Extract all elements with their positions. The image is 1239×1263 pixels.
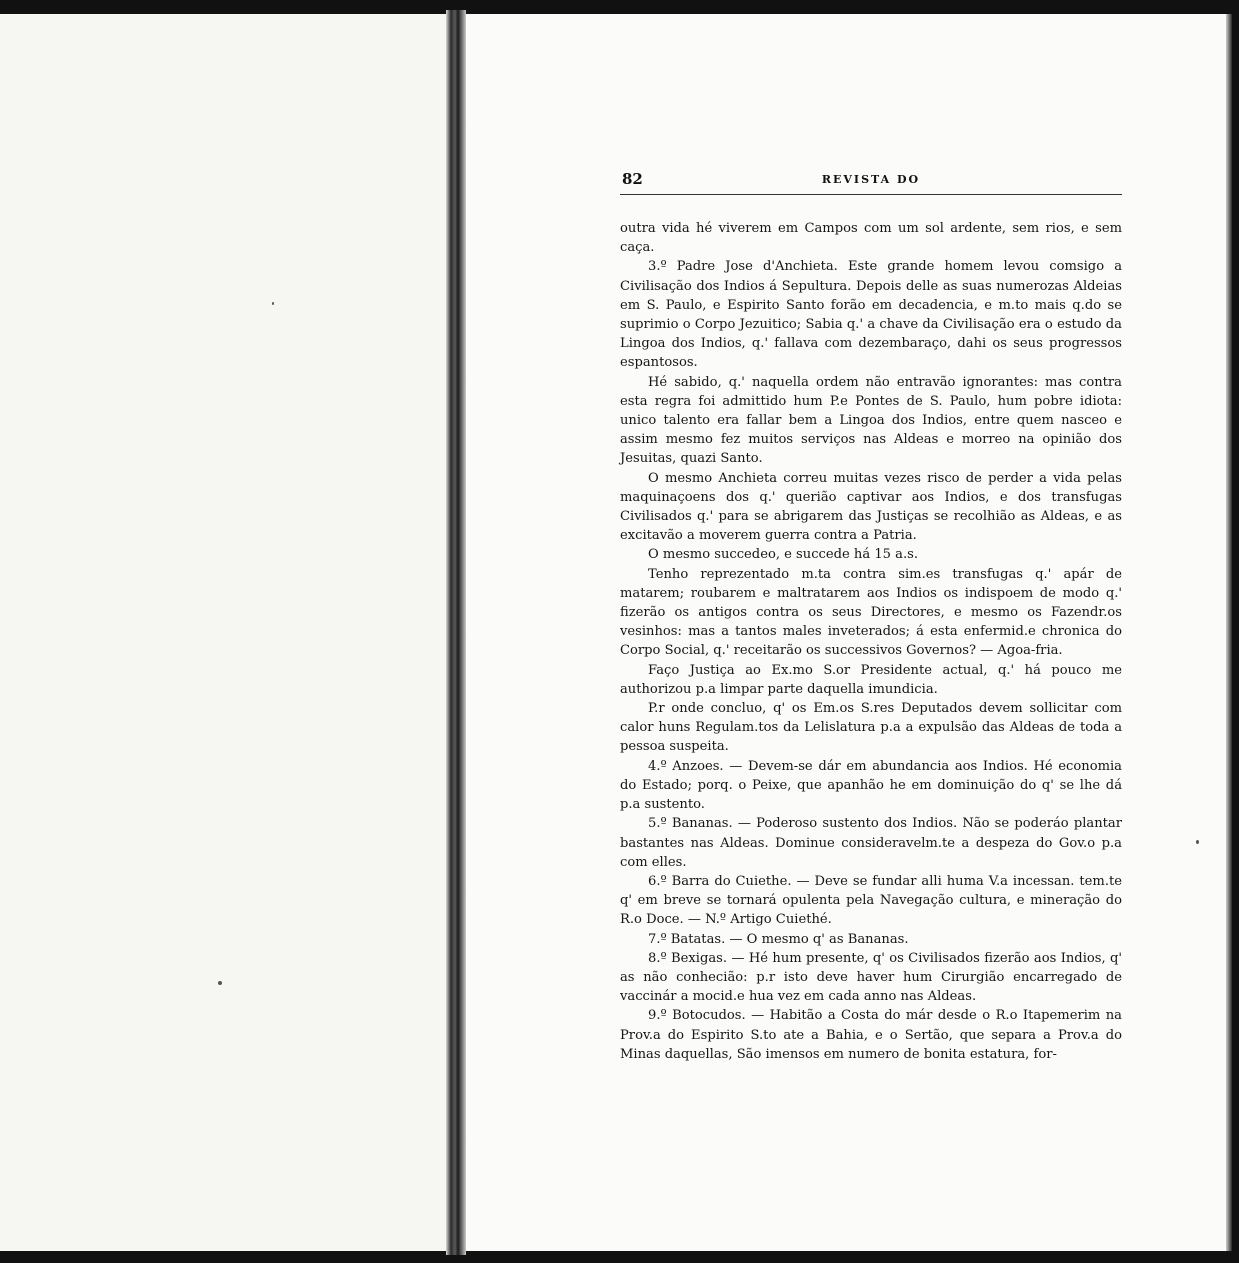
paragraph: Tenho reprezentado m.ta contra sim.es transfugas q.' apár de matarem; roubarem e maltratarem aos Indios os indispoem de modo q.' fizerão os antigos contra os seus Directores, e mesmo os Fazendr.os vesinhos: mas a tantos males inveterados; á esta enfermid.e chronica do Corpo Social, q.' receitarão os successivos Governos? — Agoa-fria. — [620, 566, 1122, 659]
paragraph: Hé sabido, q.' naquella ordem não entravão ignorantes: mas contra esta regra foi admittido hum P.e Pontes de S. Paulo, hum pobre idiota: unico talento era fallar bem a Lingoa dos Indios, entre quem nasceo e assim mesmo fez muitos serviços nas Aldeas e morreo na opinião dos Jesuitas, quazi Santo. — [620, 374, 1122, 467]
paragraph: outra vida hé viverem em Campos com um sol ardente, sem rios, e sem caça. — [620, 221, 1122, 256]
page-number: 82 — [622, 170, 643, 188]
page-edge — [1226, 14, 1232, 1251]
paragraph: 7.º Batatas. — O mesmo q' as Bananas. — [648, 931, 909, 947]
paragraph: 4.º Anzoes. — Devem-se dár em abundancia aos Indios. Hé economia do Estado; porq. o Peixe, que apanhão he em dominuição do q' se lhe dá p.a sustento. — [620, 758, 1122, 813]
paragraph: 3.º Padre Jose d'Anchieta. Este grande homem levou comsigo a Civilisação dos Indios á Sepultura. Depois delle as suas numerozas Aldeias em S. Paulo, e Espirito Santo forão em decadencia, e m.to mais q.do se suprimio o Corpo Jezuitico; Sabia q.' a chave da Civilisação era o estudo da Lingoa dos Indios, q.' fallava com dezembaraço, dahi os seus progressos espantosos. — [620, 259, 1122, 371]
running-head — [620, 170, 1122, 190]
paragraph: P.r onde concluo, q' os Em.os S.res Deputados devem sollicitar com calor huns Regulam.tos da Lelislatura p.a a expulsão das Aldeas de toda a pessoa suspeita. — [620, 701, 1122, 755]
left-page-blank — [0, 14, 452, 1251]
dust-speck — [1196, 840, 1199, 844]
header-rule — [620, 194, 1122, 195]
dust-speck — [218, 981, 222, 985]
paragraph: Faço Justiça ao Ex.mo S.or Presidente actual, q.' há pouco me authorizou p.a limpar parte daquella imundicia. — [620, 662, 1122, 697]
page-body — [620, 219, 1122, 1064]
book-gutter — [446, 10, 466, 1255]
paragraph: 8.º Bexigas. — Hé hum presente, q' os Civilisados fizerão aos Indios, q' as não conhecião: p.r isto deve haver hum Cirurgião encarregado de vaccinár a mocid.e hua vez em cada anno nas Aldeas. — [620, 950, 1122, 1005]
paragraph: O mesmo Anchieta correu muitas vezes risco de perder a vida pelas maquinaçoens dos q.' querião captivar aos Indios, e dos transfugas Civilisados q.' para se abrigarem das Justiças se recolhião as Aldeas, e as excitavão a moverem guerra contra a Patria. — [620, 470, 1122, 544]
dust-speck — [272, 302, 274, 305]
paragraph: 6.º Barra do Cuiethe. — Deve se fundar alli huma V.a incessan. tem.te q' em breve se tornará opulenta pela Navegação cultura, e mineração do R.o Doce. — N.º Artigo Cuiethé. — [620, 873, 1122, 928]
journal-title: REVISTA DO — [821, 173, 921, 186]
paragraph: 9.º Botocudos. — Habitão a Costa do már desde o R.o Itapemerim na Prov.a do Espirito S.to ate a Bahia, e o Sertão, que separa a Prov.a do Minas daquellas, São imensos em numero de bonita estatura, for- — [620, 1008, 1122, 1062]
paragraph: 5.º Bananas. — Poderoso sustento dos Indios. Não se poderáo plantar bastantes nas Aldeas. Dominue consideravelm.te a despeza do Gov.o p.a com elles. — [620, 816, 1122, 870]
paragraph: O mesmo succedeo, e succede há 15 a.s. — [648, 547, 918, 563]
